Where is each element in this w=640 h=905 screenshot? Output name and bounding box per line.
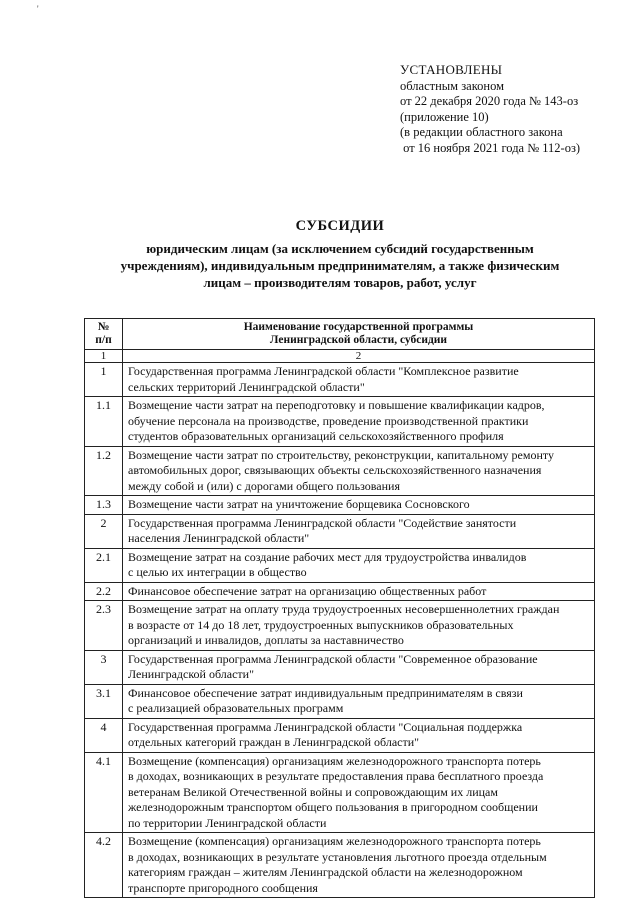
table-row [85,548,595,582]
approval-line: от 16 ноября 2021 года № 112-оз) [400,140,581,155]
row-number: 3 [85,650,123,684]
row-description-line: Государственная программа Ленинградской области "Содействие занятости [128,515,517,530]
row-description-line: Государственная программа Ленинградской области "Комплексное развитие [128,364,519,378]
row-description [123,833,595,898]
row-description [123,650,595,684]
row-description-line: Возмещение (компенсация) организациям железнодорожного транспорта потерь [128,834,541,848]
table-header-row [85,319,595,350]
row-description-line: Финансовое обеспечение затрат на организацию общественных работ [128,583,487,598]
row-number: 4.2 [85,833,123,898]
row-description-line: транспорте пригородного сообщения [128,880,318,895]
title-subline: учреждениям), индивидуальным предпринимателям, а также физическим [120,258,560,273]
document-title [90,218,590,291]
row-description-line: в возрасте от 14 до 18 лет, трудоустроенных выпускников образовательных [128,617,514,632]
table-row [85,684,595,718]
subsidies-table [84,318,595,898]
approval-line: от 22 декабря 2020 года № 143-оз [400,94,579,109]
row-description-line: Возмещение затрат на оплату труда трудоустроенных несовершеннолетних граждан [128,602,560,616]
row-description-line: Государственная программа Ленинградской области "Современное образование [128,651,538,666]
row-description-line: между собой и (или) с дорогами общего пользования [128,478,400,493]
table-row [85,833,595,898]
row-description-line: Возмещение части затрат по строительству, реконструкции, капитальному ремонту [128,447,554,462]
row-number: 3.1 [85,684,123,718]
approval-line: (в редакции областного закона [400,125,563,140]
row-description-line: Ленинградской области" [128,667,254,681]
table-row [85,601,595,651]
row-description-line: железнодорожным транспортом общего пользования в пригородном сообщении [128,800,538,814]
approval-block [400,62,630,157]
row-description-line: населения Ленинградской области" [128,531,310,545]
table-row [85,718,595,752]
column-index-1: 1 [85,350,123,363]
subsidies-table-wrap [84,318,594,898]
row-description-line: организаций и инвалидов, доплаты за наставничество [128,633,404,647]
header-number: № п/п [85,319,123,350]
row-description-line: в доходах, возникающих в результате предоставления права бесплатного проезда [128,769,544,783]
row-description [123,514,595,548]
row-description-line: студентов образовательных организаций сельскохозяйственного профиля [128,429,504,443]
row-number: 4 [85,718,123,752]
row-description [123,582,595,601]
table-body [85,363,595,898]
table-row [85,397,595,447]
row-description-line: автомобильных дорог, связывающих объекты сельскохозяйственного назначения [128,463,542,477]
table-row [85,363,595,397]
row-number: 2.1 [85,548,123,582]
row-number: 4.1 [85,752,123,833]
row-description-line: с целью их интеграции в общество [128,565,307,579]
table-row [85,752,595,833]
column-index-row [85,350,595,363]
row-description [123,548,595,582]
row-description [123,496,595,515]
row-description-line: обучение персонала на производстве, проведение производственной практики [128,413,529,428]
row-description [123,363,595,397]
row-description [123,684,595,718]
table-row [85,582,595,601]
row-description-line: по территории Ленинградской области [128,815,327,830]
row-description-line: ветеранам Великой Отечественной войны и сопровождающим их лицам [128,784,498,799]
row-description [123,718,595,752]
row-description [123,397,595,447]
row-description-line: отдельных категорий граждан в Ленинградской области" [128,735,420,749]
column-index-2: 2 [123,350,595,363]
approval-line: областным законом [400,78,505,93]
row-number: 1.3 [85,496,123,515]
row-description-line: категориям граждан – жителям Ленинградской области на железнодорожном [128,865,523,879]
row-description [123,446,595,496]
table-row [85,496,595,515]
row-description-line: Возмещение (компенсация) организациям железнодорожного транспорта потерь [128,753,541,768]
approval-line: (приложение 10) [400,109,489,124]
row-description-line: сельских территорий Ленинградской области" [128,379,365,394]
row-description [123,601,595,651]
row-description-line: Государственная программа Ленинградской области "Социальная поддержка [128,719,523,734]
table-row [85,446,595,496]
row-number: 2.2 [85,582,123,601]
title-subline: юридическим лицам (за исключением субсидий государственным [146,241,534,256]
row-number: 1.2 [85,446,123,496]
title-subline: лицам – производителям товаров, работ, услуг [203,275,477,290]
table-row [85,650,595,684]
row-description-line: в доходах, возникающих в результате установления льготного проезда отдельным [128,849,547,864]
title-main: СУБСИДИИ [295,218,385,234]
row-description-line: Финансовое обеспечение затрат индивидуальным предпринимателям в связи [128,685,523,700]
row-description-line: Возмещение части затрат на переподготовку и повышение квалификации кадров, [128,398,545,412]
row-number: 1 [85,363,123,397]
row-number: 2 [85,514,123,548]
row-number: 1.1 [85,397,123,447]
row-description-line: Возмещение части затрат на уничтожение борщевика Сосновского [128,497,470,511]
scan-mark: ' [37,4,39,14]
row-number: 2.3 [85,601,123,651]
approval-head: УСТАНОВЛЕНЫ [400,62,503,77]
row-description-line: с реализацией образовательных программ [128,701,344,715]
header-name: Наименование государственной программы Ленинградской области, субсидии [123,319,595,350]
row-description-line: Возмещение затрат на создание рабочих мест для трудоустройства инвалидов [128,549,527,564]
table-row [85,514,595,548]
row-description [123,752,595,833]
